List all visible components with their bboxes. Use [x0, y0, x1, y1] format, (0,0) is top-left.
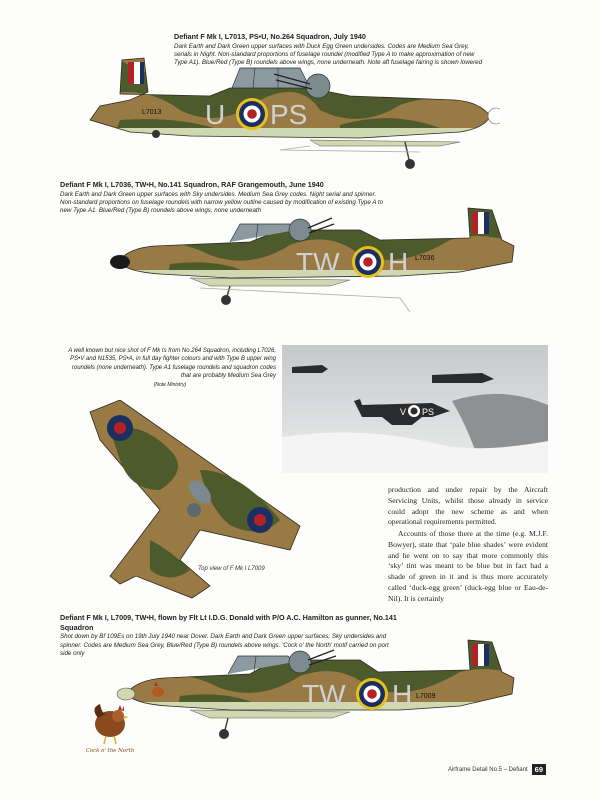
profile-3-serial: L7009 — [416, 693, 436, 700]
photo-aircraft-code: PS — [422, 407, 435, 417]
profile-3-aircraft — [110, 636, 530, 756]
photo-aircraft-letter: V — [400, 407, 407, 417]
profile-1-code-right: PS — [270, 99, 308, 130]
b-w-formation-photo — [282, 345, 548, 473]
photo-caption-text: A well known but nice shot of F Mk Is from No.264 Squadron, including L7026, PS•V and N1535, PS•A, in full day fighter colours and with Type B upper wing roundels (none underneath). Type A1 fuselage roundels and squadron codes that are probably Medium Sea Grey — [68, 348, 276, 380]
profile-1-title: Defiant F Mk I, L7013, PS•U, No.264 Squadron, July 1940 — [174, 32, 366, 41]
profile-1-notes: Dark Earth and Dark Green upper surfaces with Duck Egg Green undersides. Codes are Medium Sea Grey, serials in Night. Non-standard proportions of fuselage roundel (modified Type A to make approximation of new Type A1). Blue/Red (Type B) roundels above wings, none underneath. Note aft fuselage fairing is shown lowered — [174, 42, 483, 67]
top-view-aircraft — [80, 400, 310, 600]
body-paragraph-1: production and under repair by the Aircraft Servicing Units, whilst those already in service could adopt the new scheme as and when operational requirements permitted. — [388, 485, 548, 527]
profile-2-title: Defiant F Mk I, L7036, TW•H, No.141 Squadron, RAF Grangemouth, June 1940 — [60, 180, 324, 189]
profile-3-code-right: H — [392, 679, 413, 710]
profile-2-aircraft — [100, 200, 525, 315]
body-paragraph-2: Accounts of those there at the time (e.g. M.J.F. Bowyer), state that ‘pale blue shades’ were evident and he went on to say that more commonly this ‘sky’ tint was meant to be blue but in fact had a shade of green in it and is thus more accurately called ‘duck-egg green’ (duck-egg blue or Eau-de-Nil). It is certainly — [388, 529, 548, 603]
top-view-caption: Top view of F Mk I L7009 — [198, 566, 265, 572]
profile-2-code-left: TW — [296, 247, 340, 278]
profile-2-notes: Dark Earth and Dark Green upper surfaces with Sky undersides. Medium Sea Grey codes. Night serial and spinner. Non-standard proportions on fuselage roundels with narrow yellow outline caused by modification of existing Type A to new Type A1. Blue/Red (Type B) roundels above wings, none underneath — [60, 190, 384, 215]
profile-2-serial: L7036 — [415, 255, 435, 262]
profile-3-title: Defiant F Mk I, L7009, TW•H, flown by Flt Lt I.D.G. Donald with P/O A.C. Hamilton as gunner, No.141 Squadron — [60, 613, 397, 632]
publication-title: Airframe Detail No.5 – Defiant — [447, 766, 528, 773]
profile-1-serial: L7013 — [142, 109, 162, 116]
profile-2-code-right: H — [388, 247, 409, 278]
photo-credit: (Note Ministry) — [153, 381, 187, 388]
profile-3-notes: Shot down by Bf 109Es on 19th July 1940 near Dover. Dark Earth and Dark Green upper surfaces, Sky undersides and spinner. Codes are Medium Sea Grey, Blue/Red (Type B) roundels above wings. 'Cock o' the North' motif carried on port side only — [60, 633, 389, 658]
cock-o-the-north-badge — [86, 702, 134, 760]
profile-1-aircraft — [60, 40, 500, 175]
page-footer — [448, 764, 546, 775]
photo-caption — [64, 347, 276, 389]
profile-3-code-left: TW — [302, 679, 346, 710]
motif-text: Cock o' the North — [86, 748, 134, 754]
profile-1-code-left: U — [205, 99, 226, 130]
page-number: 69 — [532, 764, 546, 775]
body-text — [388, 485, 548, 606]
